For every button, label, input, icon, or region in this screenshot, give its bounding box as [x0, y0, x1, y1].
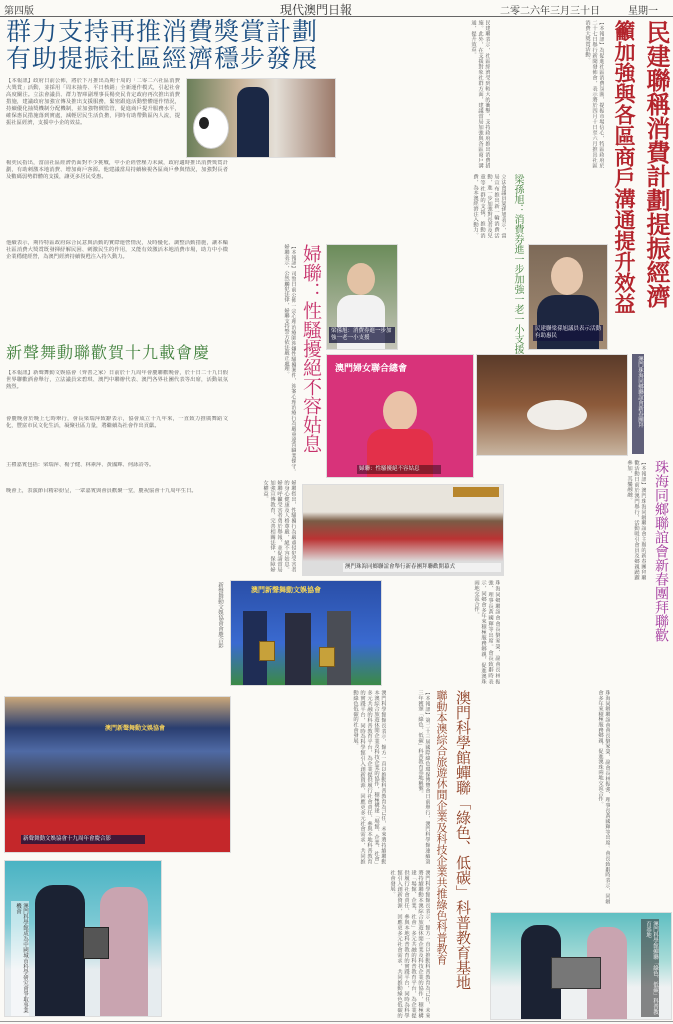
plaque-1: [259, 641, 275, 661]
weekday: 星期一: [628, 6, 658, 17]
panda-mascot-shape: [193, 107, 229, 149]
article7-lead: 【本報訊】第二十三屆國際綠色環保博覽會日前舉行，澳門科學館連續第三年獲頒「綠色、低碳」科普教育基地稱號。: [417, 690, 430, 864]
table-shape: [527, 400, 587, 430]
masthead: [0, 0, 673, 17]
article7-body-2: 澳門科學館館長表示，館方一直以推動科普教育為己任，未來將持續聯動本澳綜合旅遊休閒企業及科技企業的協作，積極構建「場館、企業、社會」多元共融的科普教育平台，為企業提供履行社會責任、參與本地科普教育的實踐平台，同時為科學館引入創新資源，回應更多元社會需求，共同推動綠色低碳的社會發展。: [389, 870, 430, 1018]
article1-body: 楊奕民指出，當前社區經濟仍面對不少挑戰，中小企經營壓力未減，政府適時推出消費獎賞計劃，有助刺激本地消費、增加商戶客源。他建議當局持續檢視各區商戶參與情況，加強對長者及數碼弱勢群體的支援，讓更多居民受惠。: [6, 160, 228, 180]
article6-body: 珠海同鄉聯誼會會長劉家榮、副會長林振強、理事長黃國輝等出席。會長致辭時表示，同鄉會多年來積極服務鄉親，促進澳珠兩地交流合作。: [473, 580, 500, 684]
article2-subheadline: 籲加強與各區商戶溝通提升效益: [612, 20, 637, 314]
photo-legislator-2: [326, 244, 398, 350]
article2-body-columns: 民建聯表示，社區經濟受到較大的衝擊，支持政府推出消費措施。此外，在支援對象社群方面，建議當局加強與各區商戶溝通，提升效益。: [470, 20, 490, 168]
panda-eye: [199, 117, 209, 129]
banner-text: 澳門新聲舞動文娛協會: [105, 725, 166, 732]
article5-body: 會慶晚會於晚上七時舉行，會長梁瑞萍致辭表示，協會成立十九年來，一直致力推廣舞蹈文化，豐富市民文化生活，凝聚社區力量，將繼續為社會作出貢獻。: [6, 416, 228, 429]
bottom-rule: [0, 1021, 673, 1022]
article3-headline: 梁孫旭：消費券進一步加強一老一小支援: [512, 174, 523, 354]
photo-award: [230, 580, 382, 686]
issue-date: 二零二六年三月三十日: [500, 6, 600, 17]
face-shape: [551, 257, 583, 295]
banner-text: 澳門新聲舞動文娛協會: [251, 585, 321, 594]
photo-caption: 澳門珠海同鄉聯誼會舉行新春團拜聯歡開幕式: [343, 563, 501, 572]
article4-lead: 【本報訊】司警日前公佈一宗心理治療師涉嫌性騷擾案件，涉案心理治療行為嚴重違背職業操守。婦聯表示，公然觸犯法律，婦聯支持警方依法嚴正處理。: [283, 244, 296, 474]
photo-caption: 梁孫旭：消費券進一步加強一老一小支援: [329, 327, 395, 343]
face-shape: [383, 391, 417, 431]
article2-headline: 民建聯稱消費計劃提振經濟: [642, 20, 671, 308]
person-2: [285, 613, 311, 685]
article7-body-1: 澳門科學館館長表示，館方一直以推動科普教育為己任，未來將持續聯動本澳綜合旅遊休閒企業及科技企業的協作，積極構建「場館、企業、社會」多元共融的科普教育平台，為企業提供履行社會責任、參與本地科普教育的實踐平台，同時為科學館引入創新資源，回應更多元社會需求，共同推動綠色低碳的社會發展。: [352, 690, 386, 864]
page-number: 第四版: [4, 6, 34, 17]
article1-headline: [6, 18, 336, 74]
photo-caption: 澳門科學館蟬聯「綠色、低碳」科普教育基地: [641, 919, 659, 1017]
building-sign: [453, 487, 499, 497]
photo-group-outdoor: [302, 484, 504, 576]
article7-subheadline: 聯動本澳綜合旅遊休閒企業及科技企業共推綠色科普教育: [435, 690, 448, 965]
photo-caption: 民建聯梁孫旭議員表示活動有助惠民: [535, 326, 602, 339]
article6-continued: 珠海同鄉聯誼會會長劉家榮、副會長林振強、理事長黃國輝等出席。會長致辭時表示，同鄉會多年來積極服務鄉親，促進澳珠兩地交流合作。: [597, 690, 610, 904]
headline-line-1: 群力支持再推消費獎賞計劃: [6, 17, 319, 46]
award-side-caption: 新聲舞動文娛協會會慶合影: [217, 582, 223, 648]
photo-womens-federation: [326, 354, 474, 478]
person-suit: [237, 87, 269, 157]
headline-line-2: 有助提振社區經濟穩步發展: [6, 44, 319, 73]
plaque: [551, 957, 601, 989]
article4-headline: 婦聯：性騷擾絕不容姑息: [300, 244, 322, 453]
article1-lead: 【本報訊】政府日前公佈，將於下月推出為期十周的「二零二六社區消費大獎賞」活動，並採用「周末抽券、平日核銷」全新運作模式，引起社會高度關注。立法會議員、群力智庫副理事長楊奕民肯定政府再次推出消費措施，建議政府加強宣傳及推出支援服務，緊密跟進活動整體運作情況，持續優化抽獎機制分配機制，並加強物價監管，促進商戶提升服務水平，確保惠民措施落到實處，減輕居民生活負擔，同時有助帶動區內人流，提振社區經濟，支援中小企的效益。: [6, 78, 180, 126]
article5-headline: 新聲舞動聯歡賀十九載會慶: [6, 343, 211, 362]
article5-closing: 晚會上，表演節目精彩紛呈，一眾嘉賓與會員歡聚一堂，慶祝協會十九周年生日。: [6, 488, 197, 494]
article5-names: 主禮嘉賓包括：梁瑞萍、楊子健、林素萍、黃國輝、何詠詩等。: [6, 462, 155, 468]
article7-headline: 澳門科學館蟬聯「綠色、低碳」科普教育基地: [454, 690, 472, 990]
photo-plaque-left: [4, 860, 162, 1017]
face-shape: [347, 263, 375, 295]
photo-banquet: [476, 354, 628, 456]
photo-group-banquet: [4, 696, 231, 853]
article4-body: 婦聯指出，性騷擾行為嚴重侵犯受害者的身心健康及人格尊嚴，絕不容姑息。婦聯呼籲受害者勇於舉報，並促請當局加強宣傳教育，完善相關法律，保障婦女權益。: [262, 480, 296, 572]
article2-lead: 【本報訊】為促進社區消費氛圍，提振市場信心，特區政府於二十七日舉行新聞發佈會，表示將於四月十日至六月推出社區消費大獎賞活動。: [584, 20, 604, 168]
photo-caption: 婦聯：性騷擾絕不容姑息: [357, 465, 441, 474]
photo-caption: 新聲舞動文娛協會十九周年會慶合影: [21, 835, 145, 844]
article6-headline: 珠海同鄉聯誼會新春團拜聯歡: [653, 460, 669, 642]
photo-plaque-right: [490, 912, 672, 1020]
side-caption: 澳門珠海同鄉聯誼會新春團拜: [632, 354, 644, 454]
article5-lead: 【本報訊】新聲舞動文娛協會（齊善之家）日前於十九周年會慶聯歡晚會，於十日二十九日假世界聯歡酒會舉行，立法議員宋碧琪、澳門中聯辦代表、澳門各界社團代表等出席，活動氣氛熱烈。: [6, 370, 228, 390]
article6-lead: 【本報訊】澳門珠海同鄉聯誼會主辦的新春團拜聯歡活動日前於澳門舉行，活動吸引會員及鄉親踴躍參加，其樂融融。: [626, 460, 646, 580]
photo-legislator: [528, 244, 608, 350]
newspaper-title: 現代澳門日報: [280, 3, 353, 17]
banner-text: 澳門婦女聯合總會: [335, 364, 408, 374]
article1-closing: 他續表示，期待特區政府綜合民意與活動的實際運營情況，及時優化、調整活動措施，讓本輪社區消費大獎賞既發揮紓解民困、刺激民生的作用，又能有效激活本地消費市場，助力中小微企業穩健經營，為澳門經濟持續復甦注入持久動力。: [6, 240, 228, 260]
plaque-2: [319, 647, 335, 667]
photo-caption: 澳門科學館成為中國城市科學研究會爭取事業機會: [11, 901, 29, 1017]
person-left: [35, 885, 85, 1016]
photo-panda-street: [186, 78, 336, 158]
article3-body: 立法會議員梁孫旭表示，當局宣布推出新一輪消費活動，進一步加強對長者及兒童等社群的支援，推動消費，為本澳經濟注入動力。: [472, 174, 506, 238]
plaque: [83, 927, 109, 959]
